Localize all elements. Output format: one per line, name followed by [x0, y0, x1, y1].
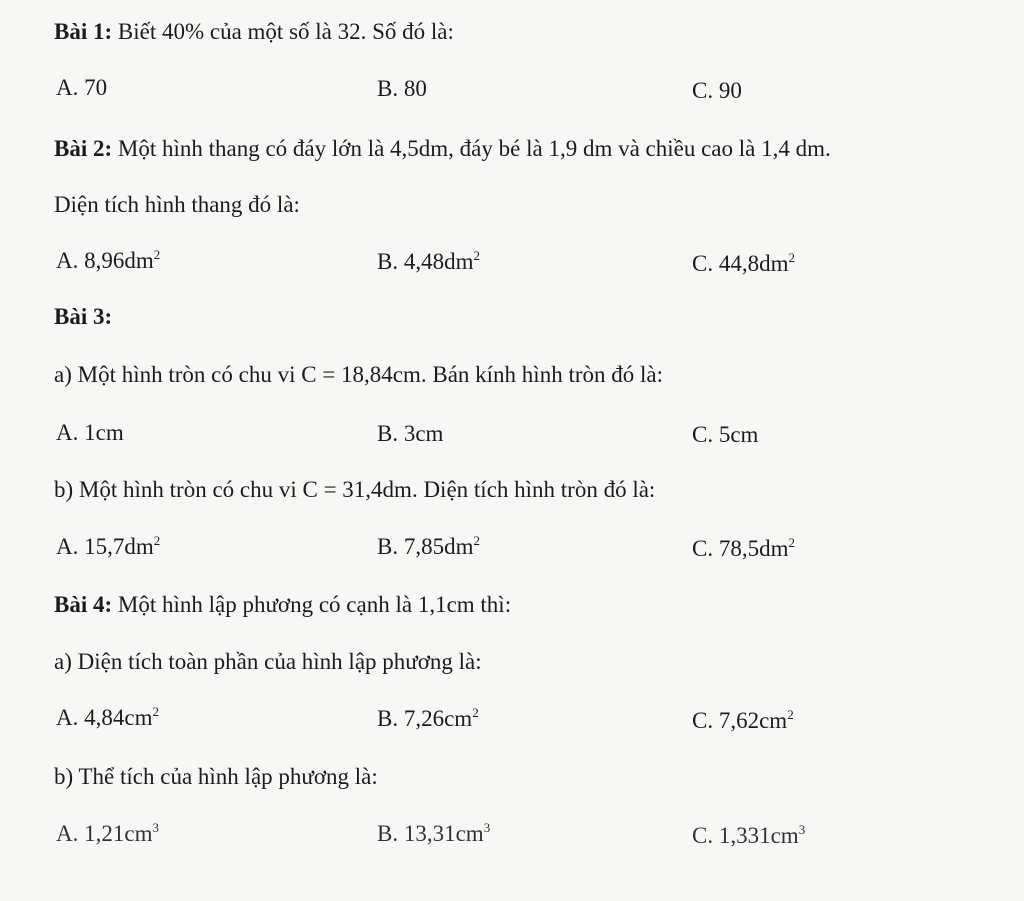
- b3b-question: b) Một hình tròn có chu vi C = 31,4dm. Diện tích hình tròn đó là:: [54, 477, 656, 502]
- b1-option-a: A. 70: [56, 75, 108, 100]
- b4b-option-a: A. $1,21cm^3$: [56, 820, 159, 846]
- b4a-option-b: B. $7,26cm^2$: [377, 705, 479, 731]
- b3a-option-c: C. 5cm: [692, 422, 759, 447]
- b3a-option-b: B. 3cm: [377, 421, 444, 446]
- b4b-option-b: B. $13,31cm^3$: [377, 820, 491, 846]
- b1-option-b: B. 80: [377, 76, 427, 101]
- b2-title: Bài 2:: [54, 136, 113, 161]
- b2-option-b: B. $4,48dm^2$: [377, 248, 480, 274]
- b4a-option-c: C. $7,62cm^2$: [692, 707, 794, 733]
- b4-title: Bài 4:: [54, 592, 113, 617]
- b4a-question: a) Diện tích toàn phần của hình lập phương là:: [54, 649, 482, 674]
- b3b-option-b: B. $7,85dm^2$: [377, 533, 480, 559]
- b3b-option-a: A. $15,7dm^2$: [56, 533, 161, 559]
- b2-option-c: C. $44,8dm^2$: [692, 250, 795, 276]
- b4a-option-a: A. $4,84cm^2$: [56, 704, 159, 730]
- b2-question: Bài 2: Một hình thang có đáy lớn là 4,5dm, đáy bé là 1,9 dm và chiều cao là 1,4 dm.: [54, 136, 831, 161]
- b1-title: Bài 1:: [54, 19, 113, 44]
- b3-title: Bài 3:: [54, 304, 113, 329]
- b2-question-line2: Diện tích hình thang đó là:: [54, 192, 300, 217]
- b4b-question: b) Thể tích của hình lập phương là:: [54, 764, 378, 789]
- b1-option-c: C. 90: [692, 78, 742, 103]
- b4b-option-c: C. $1,331cm^3$: [692, 822, 806, 848]
- b3a-question: a) Một hình tròn có chu vi C = 18,84cm. Bán kính hình tròn đó là:: [54, 362, 663, 387]
- b4-question: Bài 4: Một hình lập phương có cạnh là 1,1cm thì:: [54, 592, 512, 617]
- b3a-option-a: A. 1cm: [56, 420, 124, 445]
- b2-option-a: A. $8,96dm^2$: [56, 247, 161, 273]
- b3b-option-c: C. $78,5dm^2$: [692, 535, 795, 561]
- b1-question: Bài 1: Biết 40% của một số là 32. Số đó là:: [54, 19, 454, 44]
